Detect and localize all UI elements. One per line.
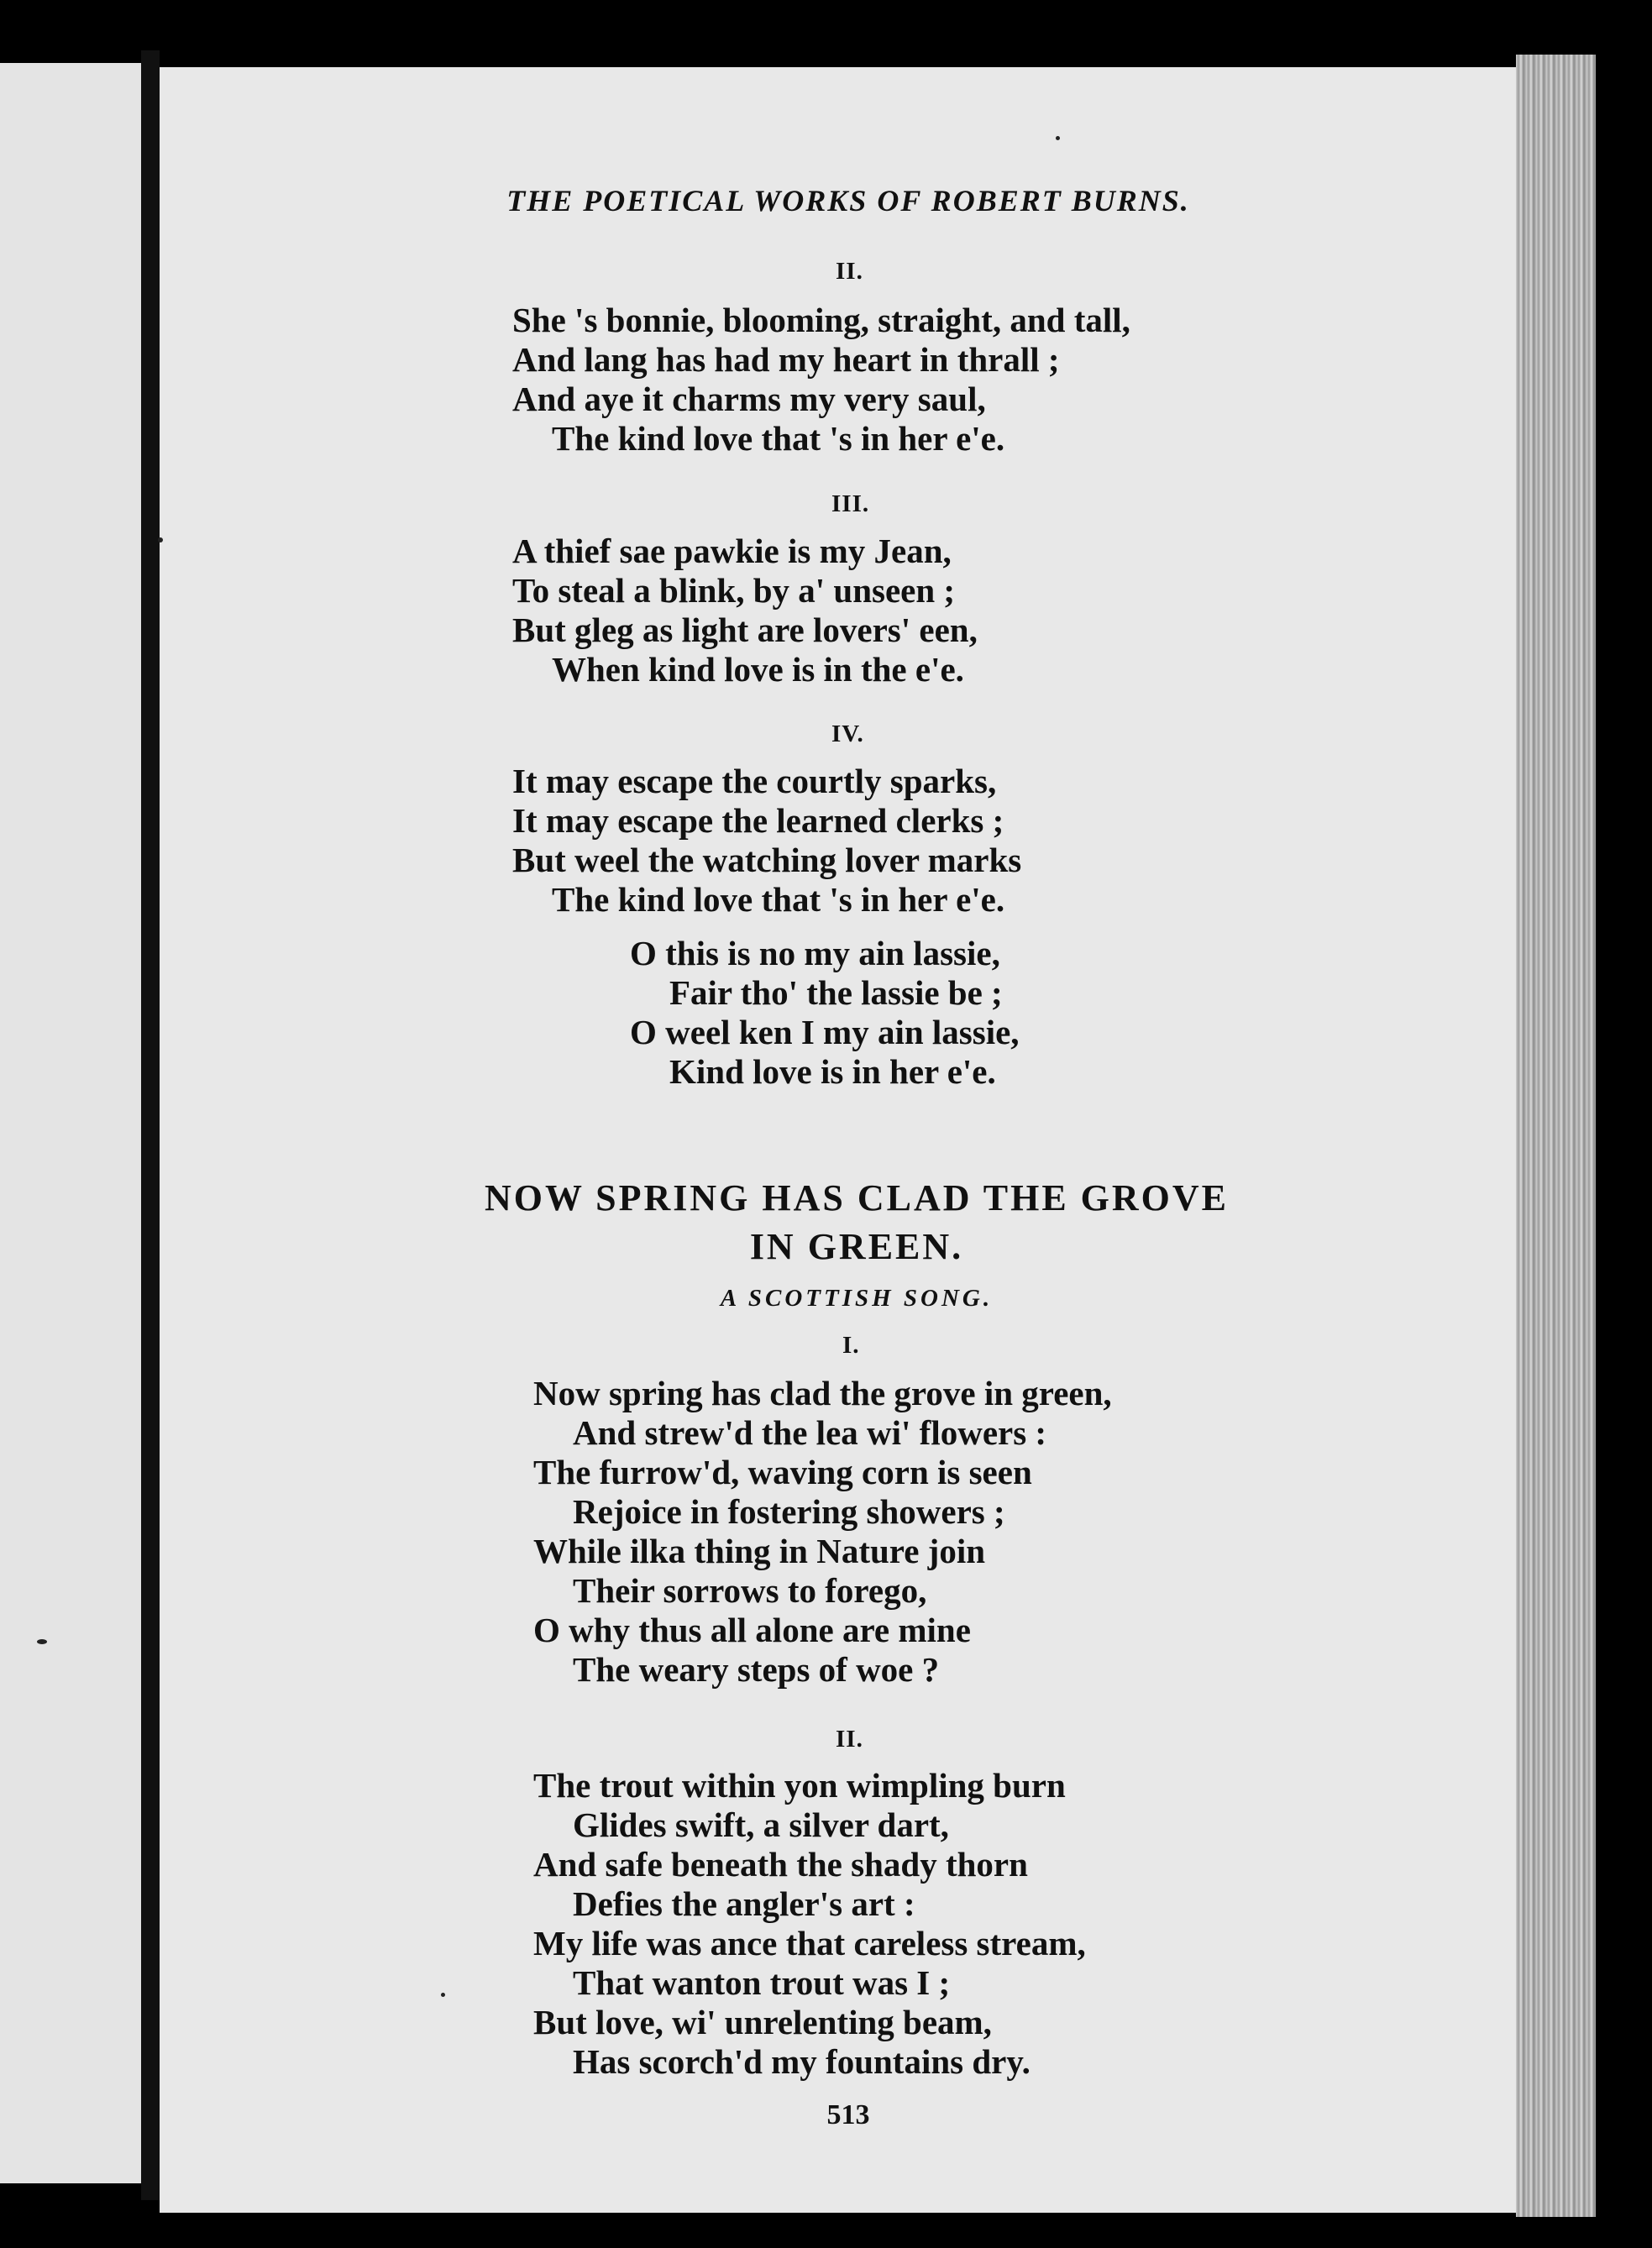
verse-line: And lang has had my heart in thrall ; xyxy=(512,340,1060,379)
verse-line: Has scorch'd my fountains dry. xyxy=(573,2042,1031,2081)
poem-title-line: IN GREEN. xyxy=(749,1226,964,1267)
verse-line: But gleg as light are lovers' een, xyxy=(512,610,978,649)
verse-line: Fair tho' the lassie be ; xyxy=(669,973,1003,1012)
verse-line: And safe beneath the shady thorn xyxy=(533,1845,1028,1884)
verse-line: The trout within yon wimpling burn xyxy=(533,1766,1066,1805)
poem-subtitle: A SCOTTISH SONG. xyxy=(720,1285,994,1312)
verse-line: O this is no my ain lassie, xyxy=(630,934,1000,972)
stanza xyxy=(512,532,978,689)
verse-line: It may escape the courtly sparks, xyxy=(512,762,997,800)
verse-line: She 's bonnie, blooming, straight, and tall, xyxy=(512,301,1130,339)
verse-line: Now spring has clad the grove in green, xyxy=(533,1374,1112,1412)
verse-line: Kind love is in her e'e. xyxy=(669,1052,996,1091)
poem-title xyxy=(437,1174,1277,1271)
poem-title-line: NOW SPRING HAS CLAD THE GROVE xyxy=(484,1177,1230,1218)
verse-line: O weel ken I my ain lassie, xyxy=(630,1013,1020,1051)
stanza xyxy=(533,1374,1112,1690)
stanza xyxy=(533,1766,1086,2082)
stanza-numeral: II. xyxy=(836,258,863,285)
verse-line: Their sorrows to forego, xyxy=(573,1571,927,1610)
verse-line: O why thus all alone are mine xyxy=(533,1611,971,1649)
running-head: THE POETICAL WORKS OF ROBERT BURNS. xyxy=(506,184,1190,217)
verse-line: The kind love that 's in her e'e. xyxy=(552,880,1005,919)
verse-line: The weary steps of woe ? xyxy=(573,1650,940,1689)
verse-line: The kind love that 's in her e'e. xyxy=(552,419,1005,458)
verse-line: And strew'd the lea wi' flowers : xyxy=(573,1413,1047,1452)
verse-line: While ilka thing in Nature join xyxy=(533,1532,986,1570)
verse-line: And aye it charms my very saul, xyxy=(512,380,986,418)
stanza-numeral: IV. xyxy=(831,721,864,747)
page-number: 513 xyxy=(826,2099,870,2130)
verse-line: But weel the watching lover marks xyxy=(512,841,1022,879)
verse-line: A thief sae pawkie is my Jean, xyxy=(512,532,952,570)
verse-line: Defies the angler's art : xyxy=(573,1884,915,1923)
stanza xyxy=(512,301,1130,459)
stanza-numeral: III. xyxy=(831,490,870,517)
chorus xyxy=(630,934,1020,1092)
stanza xyxy=(512,762,1021,920)
verse-line: When kind love is in the e'e. xyxy=(552,650,964,689)
verse-line: My life was ance that careless stream, xyxy=(533,1924,1086,1962)
stanza-numeral: I. xyxy=(842,1332,860,1359)
verse-line: It may escape the learned clerks ; xyxy=(512,801,1004,840)
verse-line: But love, wi' unrelenting beam, xyxy=(533,2003,992,2041)
verse-line: The furrow'd, waving corn is seen xyxy=(533,1453,1032,1491)
verse-line: That wanton trout was I ; xyxy=(573,1963,951,2002)
stanza-numeral: II. xyxy=(836,1726,863,1753)
verse-line: Glides swift, a silver dart, xyxy=(573,1805,949,1844)
verse-line: To steal a blink, by a' unseen ; xyxy=(512,571,956,610)
verse-line: Rejoice in fostering showers ; xyxy=(573,1492,1005,1531)
